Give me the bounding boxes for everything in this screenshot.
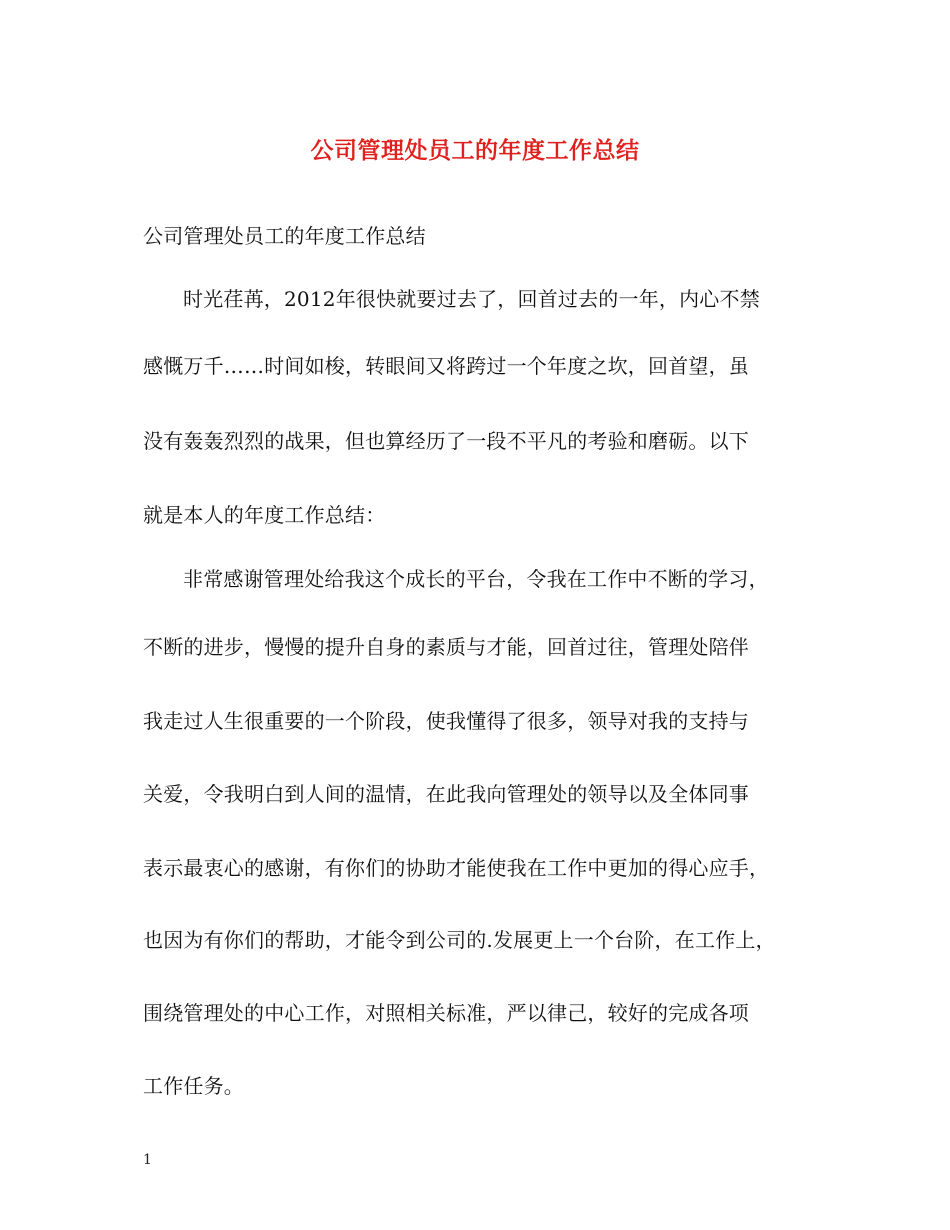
paragraph-line: 就是本人的年度工作总结： — [143, 503, 386, 527]
document-subtitle: 公司管理处员工的年度工作总结 — [143, 224, 426, 248]
paragraph-line: 时光荏苒，2012年很快就要过去了，回首过去的一年，内心不禁 — [183, 287, 760, 311]
paragraph-line: 工作任务。 — [143, 1074, 244, 1098]
paragraph-line: 没有轰轰烈烈的战果，但也算经历了一段不平凡的考验和磨砺。以下 — [143, 429, 749, 453]
paragraph-line: 表示最衷心的感谢，有你们的协助才能使我在工作中更加的得心应手， — [143, 856, 770, 880]
page-number: 1 — [143, 1152, 152, 1168]
paragraph-line: 不断的进步，慢慢的提升自身的素质与才能，回首过往，管理处陪伴 — [143, 635, 749, 659]
paragraph-line: 我走过人生很重要的一个阶段，使我懂得了很多，领导对我的支持与 — [143, 709, 749, 733]
paragraph-line: 围绕管理处的中心工作，对照相关标准，严以律己，较好的完成各项 — [143, 1001, 749, 1025]
paragraph-line: 关爱，令我明白到人间的温情，在此我向管理处的领导以及全体同事 — [143, 782, 749, 806]
document-title: 公司管理处员工的年度工作总结 — [310, 137, 640, 164]
paragraph-line: 非常感谢管理处给我这个成长的平台，令我在工作中不断的学习， — [183, 567, 769, 591]
paragraph-line: 也因为有你们的帮助，才能令到公司的.发展更上一个台阶，在工作上， — [143, 928, 776, 952]
paragraph-line: 感慨万千……时间如梭，转眼间又将跨过一个年度之坎，回首望，虽 — [143, 354, 749, 378]
